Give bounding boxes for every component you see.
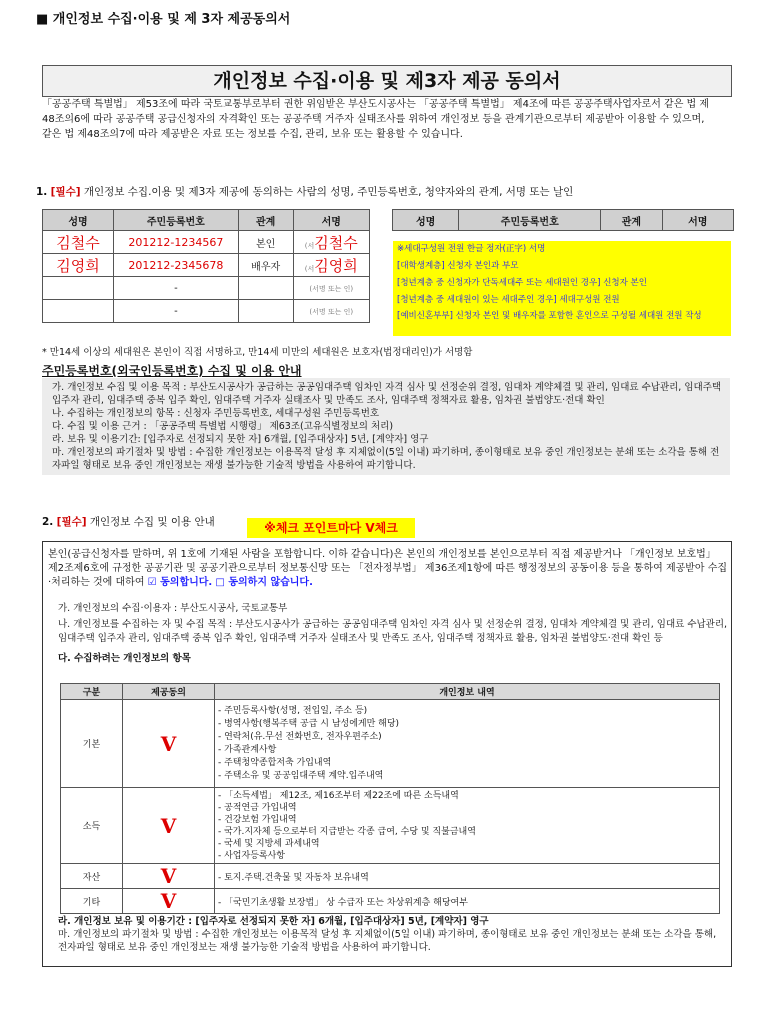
- table-row: [61, 889, 720, 914]
- rrn-item: 다. 수집 및 이용 근거 : 「공공주택 특별법 시행령」 제63조(고유식별정보의 처리): [52, 421, 394, 432]
- detail-item: - 연락처(유.무선 전화번호, 전자우편주소): [218, 731, 382, 742]
- detail-item: - 토지.주택.건축물 및 자동차 보유내역: [218, 872, 369, 883]
- table-row: [61, 788, 720, 864]
- retention-info: [58, 915, 728, 954]
- col-name: 성명: [43, 210, 114, 231]
- detail-item: - 가족관계사항: [218, 744, 277, 755]
- check-mark: V: [160, 731, 177, 756]
- signature: 김철수: [314, 233, 358, 252]
- instruction-line: [청년계층 중 세대원이 있는 세대주인 경우] 세대구성원 전원: [397, 295, 620, 305]
- section2-heading: [42, 514, 215, 529]
- table-row: [43, 300, 370, 323]
- info-item: 나. 개인정보를 수집하는 자 및 수집 목적 : 부산도시공사가 공급하는 공공임대주택 임차인 자격 심사 및 선정순위 결정, 임대차 계약체결 및 관리, 임대료 수납관리, 임대주택 입주자 관리, 임대주택 중복 입주 확인, 임대주택 거주자 실태조사 및 만족도 조사, 임대주택 정책자료 활용, 임차권 불법양도·전대 확인 등: [58, 619, 728, 644]
- document-title: 개인정보 수집·이용 및 제3자 제공 동의서: [42, 65, 732, 97]
- table-row: [61, 864, 720, 889]
- rrn-item: 마. 개인정보의 파기절차 및 방법 : 수집한 개인정보는 이용목적 달성 후 지체없이(5일 이내) 파기하며, 종이형태로 보유 중인 개인정보는 분쇄 또는 소각을 통해 전자파일 형태로 보유 중인 개인정보는 재생 불가능한 기술적 방법을 사용하여 파기합니다.: [52, 447, 720, 471]
- section2-number: 2.: [42, 516, 54, 528]
- table-row: [43, 254, 370, 277]
- detail-item: - 주택소유 및 공공임대주택 계약.입주내역: [218, 770, 384, 781]
- detail-item: - 주민등록사항(성명, 전입일, 주소 등): [218, 705, 368, 716]
- detail-item: - 국가.지자체 등으로부터 지급받는 각종 급여, 수당 및 직불금내역: [218, 826, 476, 837]
- col-id: 주민등록번호: [113, 210, 238, 231]
- sign-hint: (서명 또는 인): [309, 307, 354, 316]
- section2-required: [필수]: [56, 516, 87, 528]
- details-list: [215, 889, 720, 914]
- consent-checkbox[interactable]: [123, 788, 215, 864]
- detail-item: - 병역사항(행복주택 공급 시 남성에게만 해당): [218, 718, 400, 729]
- section1-heading: [36, 184, 573, 199]
- col-relation: 관계: [238, 210, 293, 231]
- signature-field[interactable]: [293, 277, 369, 300]
- id-field[interactable]: [238, 300, 293, 323]
- instruction-line: ※세대구성원 전원 한글 정자(正字) 서명: [397, 244, 546, 254]
- name-field[interactable]: [43, 277, 114, 300]
- sign-hint: (서명 또는 인): [309, 284, 354, 293]
- table-row: [43, 231, 370, 254]
- consent-checkbox[interactable]: [123, 889, 215, 914]
- check-mark: V: [160, 889, 177, 913]
- name-field[interactable]: [43, 300, 114, 323]
- sign-hint: (서: [304, 264, 315, 273]
- col-category: 구분: [61, 684, 123, 700]
- signing-instructions: [393, 241, 731, 336]
- retention-item: 라. 개인정보 보유 및 이용기간 : [입주자로 선정되지 못한 자] 6개월, [입주대상자] 5년, [계약자] 영구: [58, 916, 489, 927]
- signer-table: [42, 209, 370, 323]
- signature-field[interactable]: [293, 254, 369, 277]
- detail-item: - 「국민기초생활 보장법」 상 수급자 또는 차상위계층 해당여부: [218, 897, 468, 908]
- relation-field[interactable]: -: [113, 300, 238, 323]
- sign-hint: (서: [304, 241, 315, 250]
- instruction-line: [청년계층 중 신청자가 단독세대주 또는 세대원인 경우] 신청자 본인: [397, 278, 647, 288]
- rrn-item: 나. 수집하는 개인정보의 항목 : 신청자 주민등록번호, 세대구성원 주민등록번호: [52, 408, 380, 419]
- check-mark: V: [160, 813, 177, 838]
- relation-field[interactable]: 배우자: [238, 254, 293, 277]
- rrn-item: 라. 보유 및 이용기간: [입주자로 선정되지 못한 자] 6개월, [입주대상자] 5년, [계약자] 영구: [52, 434, 429, 445]
- consent-paragraph: [48, 548, 728, 590]
- col-name: 성명: [393, 210, 459, 231]
- signature-field[interactable]: [293, 300, 369, 323]
- personal-info-table: [60, 683, 720, 914]
- col-sign: 서명: [662, 210, 733, 231]
- id-field[interactable]: 201212-1234567: [113, 231, 238, 254]
- table-row: [43, 277, 370, 300]
- details-list: [215, 864, 720, 889]
- consent-checkbox[interactable]: [123, 864, 215, 889]
- name-field[interactable]: 김철수: [43, 231, 114, 254]
- category-label: 기타: [61, 889, 123, 914]
- rrn-item: 가. 개인정보 수집 및 이용 목적 : 부산도시공사가 공급하는 공공임대주택 임차인 자격 심사 및 선정순위 결정, 임대차 계약체결 및 관리, 임대료 수납관리, 임대주택 입주자 관리, 임대주택 중복 입주 확인, 임대주택 거주자 실태조사 및 만족도 조사, 임대주택 정책자료 활용, 임차권 불법양도·전대 확인: [52, 382, 722, 406]
- details-list: [215, 700, 720, 788]
- disagree-checkbox[interactable]: □ 동의하지 않습니다.: [215, 577, 313, 588]
- col-sign: 서명: [293, 210, 369, 231]
- section1-required: [필수]: [50, 186, 81, 198]
- collection-info: [58, 602, 728, 666]
- signer-table-right: [392, 209, 734, 231]
- name-field[interactable]: 김영희: [43, 254, 114, 277]
- detail-item: - 사업자등록사항: [218, 850, 285, 861]
- id-field[interactable]: [238, 277, 293, 300]
- detail-item: - 「소득세법」 제12조, 제16조부터 제22조에 따른 소득내역: [218, 790, 459, 801]
- rrn-info-box: [42, 378, 730, 475]
- check-mark: V: [160, 864, 177, 888]
- page-header: ■ 개인정보 수집·이용 및 제 3자 제공동의서: [36, 12, 291, 27]
- rrn-heading: 주민등록번호(외국인등록번호) 수집 및 이용 안내: [42, 364, 302, 378]
- instruction-line: [예비신혼부부] 신청자 본인 및 배우자를 포함한 혼인으로 구성될 세대원 전원 작성: [397, 311, 702, 321]
- relation-field[interactable]: -: [113, 277, 238, 300]
- agree-checkbox[interactable]: ☑ 동의합니다.: [147, 577, 213, 588]
- detail-item: - 공적연금 가입내역: [218, 802, 297, 813]
- category-label: 기본: [61, 700, 123, 788]
- category-label: 소득: [61, 788, 123, 864]
- detail-item: - 주택청약종합저축 가입내역: [218, 757, 332, 768]
- section1-text: 개인정보 수집.이용 및 제3자 제공에 동의하는 사람의 성명, 주민등록번호, 청약자와의 관계, 서명 또는 날인: [83, 186, 574, 198]
- col-id: 주민등록번호: [459, 210, 601, 231]
- intro-paragraph: 「공공주택 특별법」 제53조에 따라 국토교통부로부터 권한 위임받은 부산도시공사는 「공공주택 특별법」 제4조에 따른 공공주택사업자로서 같은 법 제48조의6에 따라 공공주택 공급신청자의 자격확인 또는 공공주택 거주자 실태조사를 위하여 개인정보 등을 관계기관으로부터 제공받아 이용할 수 있으며, 같은 법 제48조의7에 따라 제공받은 자료 또는 정보를 수집, 관리, 보유 또는 활용할 수 있습니다.: [42, 99, 710, 140]
- col-consent: 제공동의: [123, 684, 215, 700]
- instruction-line: [대학생계층] 신청자 본인과 부모: [397, 261, 519, 271]
- detail-item: - 건강보험 가입내역: [218, 814, 297, 825]
- table-row: [61, 700, 720, 788]
- detail-item: - 국세 및 지방세 과세내역: [218, 838, 320, 849]
- signature: 김영희: [314, 256, 358, 275]
- col-relation: 관계: [601, 210, 662, 231]
- id-field[interactable]: 201212-2345678: [113, 254, 238, 277]
- consent-text: 본인(공급신청자를 말하며, 위 1호에 기재된 사람을 포함합니다. 이하 같습니다)은 본인의 개인정보를 본인으로부터 직접 제공받거나 「개인정보 보호법」 제2조제6호에 규정한 공공기관 및 공공기관으로부터 정보통신망 또는 「전자정부법」 제36조제1항에 따른 행정정보의 공동이용 등을 통하여 제공받아 수집·처리하는 것에 대하여: [48, 549, 728, 588]
- section1-number: 1.: [36, 186, 48, 198]
- age-note: * 만14세 이상의 세대원은 본인이 직접 서명하고, 만14세 미만의 세대원은 보호자(법정대리인)가 서명함: [42, 347, 473, 358]
- category-label: 자산: [61, 864, 123, 889]
- signature-field[interactable]: [293, 231, 369, 254]
- retention-item: 마. 개인정보의 파기절차 및 방법 : 수집한 개인정보는 이용목적 달성 후 지체없이(5일 이내) 파기하며, 종이형태로 보유 중인 개인정보는 분쇄 또는 소각을 통해, 전자파일 형태로 보유 중인 개인정보는 재생 불가능한 기술적 방법을 사용하여 파기합니다.: [58, 929, 717, 953]
- info-item: 가. 개인정보의 수집·이용자 : 부산도시공사, 국토교통부: [58, 603, 288, 614]
- check-point-tag: ※체크 포인트마다 V체크: [247, 518, 415, 538]
- consent-checkbox[interactable]: [123, 700, 215, 788]
- info-item: 다. 수집하려는 개인정보의 항목: [58, 653, 191, 664]
- section2-text: 개인정보 수집 및 이용 안내: [89, 516, 215, 528]
- col-details: 개인정보 내역: [215, 684, 720, 700]
- details-list: [215, 788, 720, 864]
- relation-field[interactable]: 본인: [238, 231, 293, 254]
